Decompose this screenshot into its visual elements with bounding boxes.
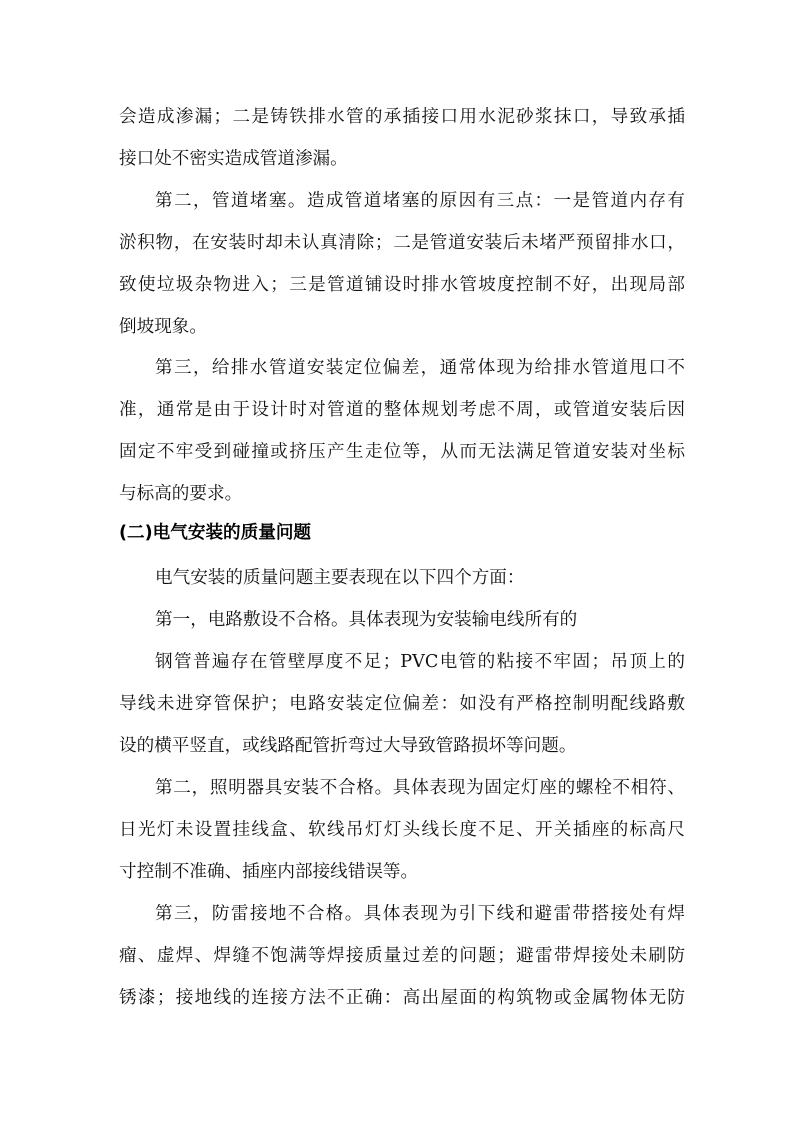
text-line-20: 第三，防雷接地不合格。具体表现为引下线和避雷带搭接处有焊 bbox=[155, 904, 685, 924]
text-line-4: 淤积物，在安装时却未认真清除；二是管道安装后未堵严预留排水口， bbox=[119, 233, 685, 253]
text-line-3: 第二，管道堵塞。造成管道堵塞的原因有三点：一是管道内存有 bbox=[155, 191, 685, 211]
text-line-5: 致使垃圾杂物进入；三是管道铺设时排水管坡度控制不好，出现局部 bbox=[119, 275, 685, 295]
text-line-9: 固定不牢受到碰撞或挤压产生走位等，从而无法满足管道安装对坐标 bbox=[119, 442, 685, 462]
text-line-16: 设的横平竖直，或线路配管折弯过大导致管路损坏等问题。 bbox=[119, 736, 577, 756]
text-line-2: 接口处不密实造成管道渗漏。 bbox=[119, 149, 348, 169]
text-line-18: 日光灯未设置挂线盒、软线吊灯灯头线长度不足、开关插座的标高尺 bbox=[119, 820, 685, 840]
text-line-17: 第二，照明器具安装不合格。具体表现为固定灯座的螺栓不相符、 bbox=[155, 778, 685, 798]
text-line-14: 钢管普遍存在管壁厚度不足；PVC电管的粘接不牢固；吊顶上的 bbox=[155, 652, 685, 672]
text-line-8: 准，通常是由于设计时对管道的整体规划考虑不周，或管道安装后因 bbox=[119, 400, 685, 420]
text-line-10: 与标高的要求。 bbox=[119, 484, 243, 504]
text-line-15: 导线未进穿管保护；电路安装定位偏差：如没有严格控制明配线路敷 bbox=[119, 694, 685, 714]
text-line-22: 锈漆；接地线的连接方法不正确：高出屋面的构筑物或金属物体无防 bbox=[119, 988, 685, 1008]
text-line-6: 倒坡现象。 bbox=[119, 317, 207, 337]
text-line-1: 会造成渗漏；二是铸铁排水管的承插接口用水泥砂浆抹口，导致承插 bbox=[119, 107, 685, 127]
text-line-7: 第三，给排水管道安装定位偏差，通常体现为给排水管道甩口不 bbox=[155, 358, 685, 378]
section-heading: (二)电气安装的质量问题 bbox=[119, 523, 312, 543]
text-line-13: 第一，电路敷设不合格。具体表现为安装输电线所有的 bbox=[155, 610, 578, 630]
text-line-19: 寸控制不准确、插座内部接线错误等。 bbox=[119, 862, 419, 882]
text-line-12: 电气安装的质量问题主要表现在以下四个方面： bbox=[155, 568, 525, 588]
text-line-21: 瘤、虚焊、焊缝不饱满等焊接质量过差的问题；避雷带焊接处未刷防 bbox=[119, 946, 685, 966]
